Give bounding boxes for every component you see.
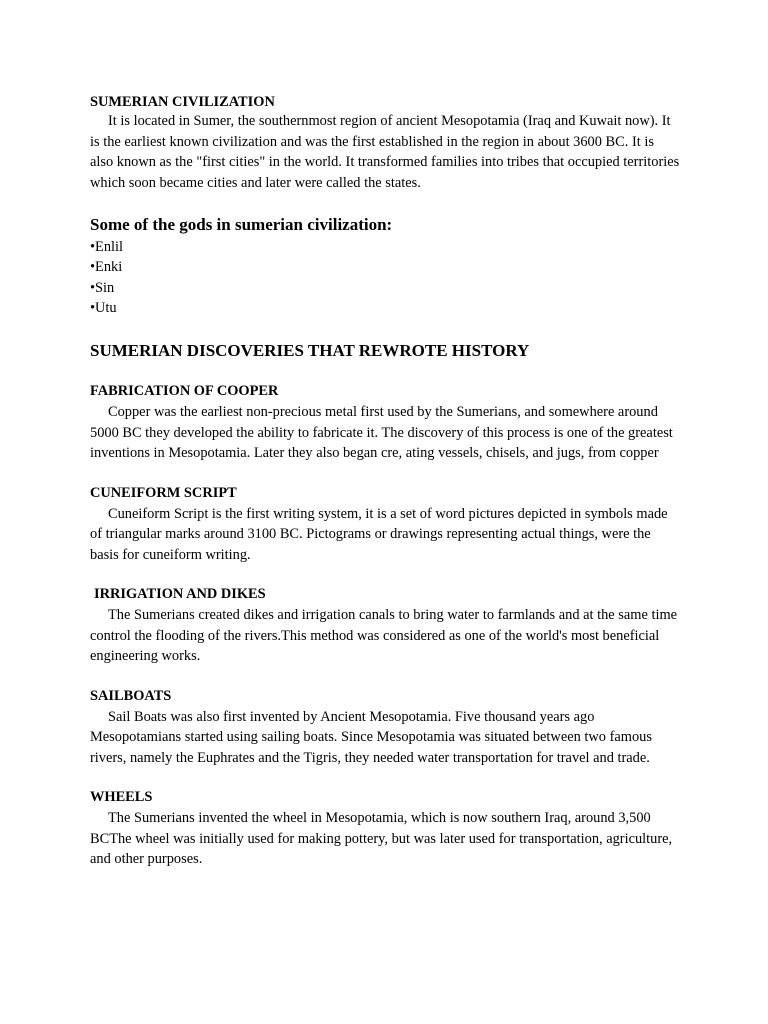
- section-paragraph: Sail Boats was also first invented by Ancient Mesopotamia. Five thousand years ago Mesopotamians started using sailing boats. Since Mesopotamia was situated between two famous rivers, namely the Euphrates and the Tigris, they needed water transportation for travel and trade.: [90, 708, 652, 766]
- gods-list-item: •Sin: [90, 279, 115, 296]
- gods-list-item: •Enki: [90, 259, 123, 276]
- section-title: FABRICATION OF COOPER: [90, 383, 279, 400]
- intro-heading: SUMERIAN CIVILIZATION: [90, 94, 275, 110]
- section-sailboats: [90, 688, 680, 769]
- gods-heading: Some of the gods in sumerian civilization:: [90, 215, 393, 234]
- section-irrigation: [90, 586, 680, 667]
- gods-list-item: •Enlil: [90, 239, 124, 255]
- section-title: CUNEIFORM SCRIPT: [90, 484, 237, 501]
- gods-list-item: •Utu: [90, 299, 117, 316]
- intro-section: [90, 94, 680, 193]
- section-wheels: [90, 789, 680, 870]
- gods-section: [90, 215, 680, 318]
- section-paragraph: Cuneiform Script is the first writing system, it is a set of word pictures depicted in symbols made of triangular marks around 3100 BC. Pictograms or drawings representing actual things, were the basis for cuneiform writing.: [90, 505, 668, 563]
- intro-paragraph: It is located in Sumer, the southernmost region of ancient Mesopotamia (Iraq and Kuwait now). It is the earliest known civilization and was the first established in the region in about 3600 BC. It is also known as the "first cities" in the world. It transformed families into tribes that occupied territories which soon became cities and later were called the states.: [90, 113, 680, 191]
- section-paragraph: The Sumerians created dikes and irrigation canals to bring water to farmlands and at the same time control the flooding of the rivers.This method was considered as one of the world's most beneficial engineering works.: [90, 607, 678, 665]
- section-paragraph: Copper was the earliest non-precious metal first used by the Sumerians, and somewhere around 5000 BC they developed the ability to fabricate it. The discovery of this process is one of the greatest inventions in Mesopotamia. Later they also began cre, ating vessels, chisels, and jugs, from copper: [90, 404, 673, 462]
- section-paragraph: The Sumerians invented the wheel in Mesopotamia, which is now southern Iraq, around 3,500 BCThe wheel was initially used for making pottery, but was later used for transportation, agriculture, and other purposes.: [90, 810, 673, 868]
- discoveries-heading: SUMERIAN DISCOVERIES THAT REWROTE HISTORY: [90, 341, 530, 361]
- section-copper: [90, 383, 680, 464]
- section-title: SAILBOATS: [90, 687, 172, 704]
- section-cuneiform: [90, 485, 680, 566]
- section-title: IRRIGATION AND DIKES: [94, 586, 266, 603]
- document-page: [90, 94, 680, 870]
- section-title: WHEELS: [90, 789, 153, 806]
